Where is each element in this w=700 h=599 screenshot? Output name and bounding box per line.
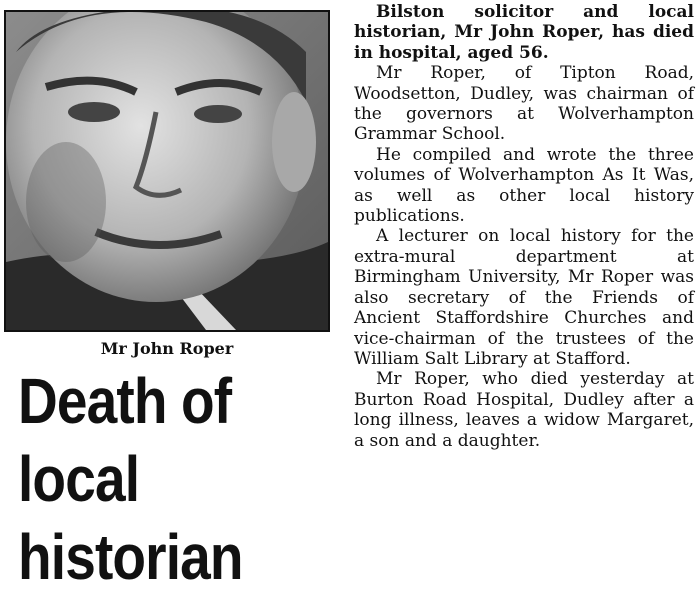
article-paragraph: Mr Roper, who died yesterday at Burton Road Hospital, Dudley after a long illness, leaves a widow Margaret, a son and a daughter.	[354, 369, 694, 451]
headline-line: historian	[18, 521, 243, 593]
headline	[18, 362, 302, 596]
article-paragraph: Mr Roper, of Tipton Road, Woodsetton, Dudley, was chairman of the governors at Wolverhampton Grammar School.	[354, 63, 694, 145]
headline-line: Death of	[18, 365, 232, 437]
portrait-photo	[4, 10, 330, 332]
article-body	[354, 2, 694, 451]
article-paragraph: He compiled and wrote the three volumes of Wolverhampton As It Was, as well as other local history publications.	[354, 144, 694, 227]
article-paragraph: A lecturer on local history for the extra-mural department at Birmingham University, Mr Roper was also secretary of the Friends of Ancient Staffordshire Churches and vice-chairman of the trustees of the William Salt Library at Stafford.	[354, 226, 694, 369]
photo-caption: Mr John Roper	[100, 339, 234, 358]
article-lead-paragraph: Bilston solicitor and local historian, Mr John Roper, has died in hospital, aged 56.	[354, 2, 694, 63]
portrait-illustration	[6, 12, 328, 330]
headline-line: local	[18, 443, 140, 515]
